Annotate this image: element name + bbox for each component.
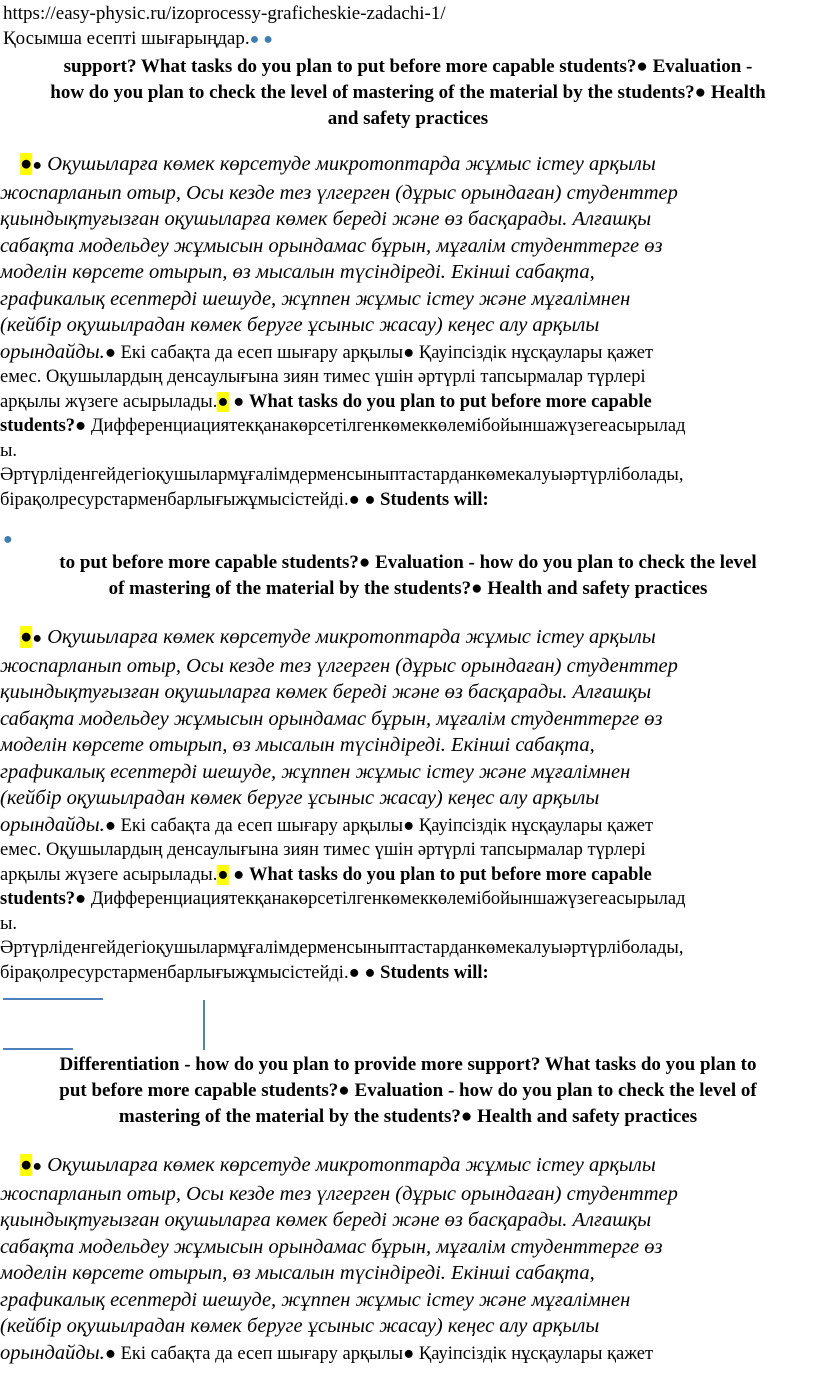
bullet: ● [32, 157, 43, 174]
block-line: (кейбір оқушылрадан көмек беруге ұсыныс жасау) кеңес алу арқылы [0, 1315, 600, 1337]
block-line: арқылы жүзеге асырылады.● ● What tasks do you plan to put before more capable [0, 391, 652, 412]
heading-line: of mastering of the material by the students?● Health and safety practices [108, 578, 708, 599]
block-line: моделін көрсете отырып, өз мысалын түсіндіреді. Екінші сабақта, [0, 261, 595, 283]
bullet: ● [32, 1158, 43, 1175]
block-line: орындайды.● Екі сабақта да есеп шығару арқылы● Қауіпсіздік нұсқаулары қажет [0, 340, 654, 363]
block-line: моделін көрсете отырып, өз мысалын түсіндіреді. Екінші сабақта, [0, 734, 595, 756]
divider-line [3, 1048, 73, 1050]
block-line: (кейбір оқушылрадан көмек беруге ұсыныс жасау) кеңес алу арқылы [0, 314, 600, 336]
section2-heading [0, 550, 816, 602]
block-line: арқылы жүзеге асырылады.● ● What tasks do you plan to put before more capable [0, 864, 652, 885]
content-block-3 [0, 1152, 816, 1366]
block-line: жоспарланып отыр, Осы кезде тез үлгерген (дұрыс орындаған) студенттер [0, 181, 678, 204]
task-line [3, 27, 273, 52]
source-url: https://easy-physic.ru/izoprocessy-graficheskie-zadachi-1/ [3, 3, 446, 24]
task-text: Қосымша есепті шығарыңдар. [3, 28, 250, 49]
heading-line: Differentiation - how do you plan to provide more support? What tasks do you plan to [59, 1054, 757, 1075]
block-line: ●● Оқушыларға көмек көрсетуде микротоптарда жұмыс істеу арқылы [20, 626, 656, 648]
block-line: ы. [0, 913, 18, 934]
block-line: жоспарланып отыр, Осы кезде тез үлгерген (дұрыс орындаған) студенттер [0, 1182, 678, 1205]
block-line: students?● Дифференциациятекқанакөрсетілгенкөмеккөлемібойыншажүзегеасырылад [0, 416, 686, 436]
block-line: қиындықтуғызған оқушыларға көмек береді және өз басқарады. Алғашқы [0, 208, 652, 230]
block-line: сабақта модельдеу жұмысын орындамас бұрын, мұғалім студенттерге өз [0, 1235, 663, 1258]
highlighted-bullet: ● [20, 153, 33, 175]
block-line: қиындықтуғызған оқушыларға көмек береді және өз басқарады. Алғашқы [0, 681, 652, 703]
block-line: емес. Оқушылардың денсаулығына зиян тимес үшін әртүрлі тапсырмалар түрлері [0, 367, 646, 387]
heading-line: put before more capable students?● Evaluation - how do you plan to check the level of [59, 1080, 757, 1101]
block-line: сабақта модельдеу жұмысын орындамас бұрын, мұғалім студенттерге өз [0, 234, 663, 257]
block-line: орындайды.● Екі сабақта да есеп шығару арқылы● Қауіпсіздік нұсқаулары қажет [0, 813, 654, 836]
content-block-1 [0, 151, 816, 512]
block-line: сабақта модельдеу жұмысын орындамас бұрын, мұғалім студенттерге өз [0, 707, 663, 730]
heading-line: and safety practices [327, 108, 489, 129]
block-line: ●● Оқушыларға көмек көрсетуде микротоптарда жұмыс істеу арқылы [20, 1154, 656, 1176]
heading-line: mastering of the material by the students?● Health and safety practices [118, 1106, 698, 1127]
block-line: Әртүрліденгейдегіоқушылармұғалімдерменсыныптастарданкөмекалуыәртүрліболады, [0, 938, 684, 958]
block-line: графикалық есептерді шешуде, жұппен жұмыс істеу және мұғалімнен [0, 1288, 631, 1311]
block-line: (кейбір оқушылрадан көмек беруге ұсыныс жасау) кеңес алу арқылы [0, 787, 600, 809]
stray-bullet: ● [3, 531, 13, 548]
block-line: моделін көрсете отырып, өз мысалын түсіндіреді. Екінші сабақта, [0, 1262, 595, 1284]
block-line: ы. [0, 440, 18, 461]
divider-line-vertical [203, 1000, 205, 1050]
block-line: орындайды.● Екі сабақта да есеп шығару арқылы● Қауіпсіздік нұсқаулары қажет [0, 1341, 654, 1364]
block-line: ●● Оқушыларға көмек көрсетуде микротоптарда жұмыс істеу арқылы [20, 153, 656, 175]
heading-line: how do you plan to check the level of mastering of the material by the students?● Health [50, 82, 766, 103]
block-line: графикалық есептерді шешуде, жұппен жұмыс істеу және мұғалімнен [0, 287, 631, 310]
divider-line [3, 998, 103, 1000]
task-bullets: ● ● [249, 31, 273, 48]
section1-heading [0, 54, 816, 132]
highlighted-bullet: ● [20, 626, 33, 648]
section3-heading [0, 1052, 816, 1130]
heading-line: support? What tasks do you plan to put before more capable students?● Evaluation - [63, 56, 753, 77]
block-line: Әртүрліденгейдегіоқушылармұғалімдерменсыныптастарданкөмекалуыәртүрліболады, [0, 465, 684, 485]
block-line: жоспарланып отыр, Осы кезде тез үлгерген (дұрыс орындаған) студенттер [0, 654, 678, 677]
block-line: students?● Дифференциациятекқанакөрсетілгенкөмеккөлемібойыншажүзегеасырылад [0, 889, 686, 909]
highlighted-bullet: ● [20, 1154, 33, 1176]
heading-line: to put before more capable students?● Evaluation - how do you plan to check the level [59, 552, 757, 573]
highlighted-bullet: ● [217, 391, 229, 412]
bullet: ● [32, 630, 43, 647]
block-line: графикалық есептерді шешуде, жұппен жұмыс істеу және мұғалімнен [0, 760, 631, 783]
block-line: бірақолресурстарменбарлығыжұмысістейді.● ● Students will: [0, 489, 489, 510]
block-line: емес. Оқушылардың денсаулығына зиян тимес үшін әртүрлі тапсырмалар түрлері [0, 840, 646, 860]
block-line: қиындықтуғызған оқушыларға көмек береді және өз басқарады. Алғашқы [0, 1209, 652, 1231]
block-line: бірақолресурстарменбарлығыжұмысістейді.● ● Students will: [0, 962, 489, 983]
content-block-2 [0, 624, 816, 985]
highlighted-bullet: ● [217, 864, 229, 885]
